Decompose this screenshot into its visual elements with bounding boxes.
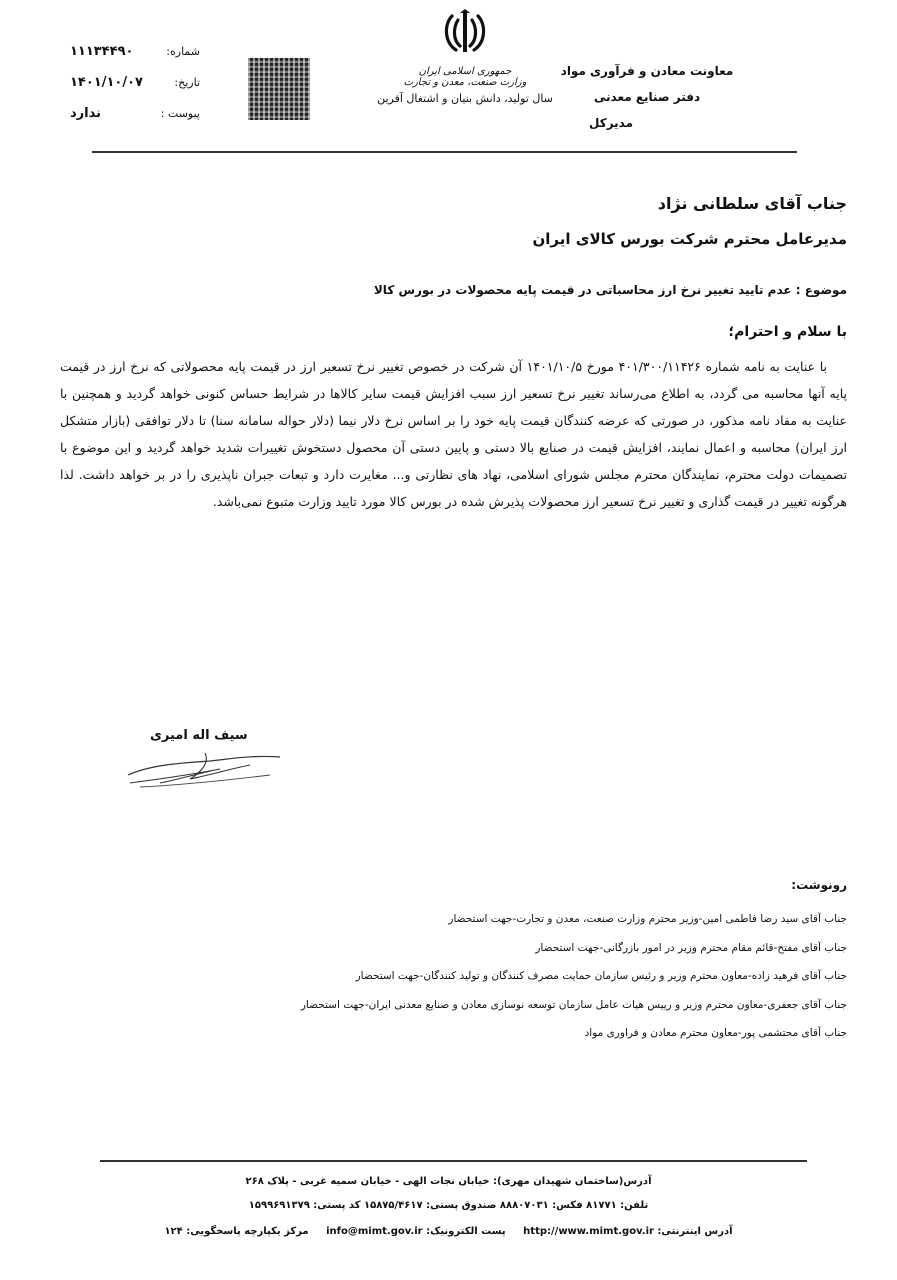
- footer-contact: [120, 1226, 777, 1237]
- letter-body: با عنایت به نامه شماره ۴۰۱/۳۰۰/۱۱۴۲۶ مورخ ۱۴۰۱/۱۰/۵ آن شرکت در خصوص تغییر نرخ تسعیر ارز در قیمت پایه محصولاتی که نرخ ارز در قیمت پایه آنها محاسبه می گردد، به اطلاع می‌رساند تغییر نرخ تسعیر ارز سبب افزایش قیمت سایر کالاها در شرایط حساس کنونی خواهد گردید و همچنین با عنایت به مفاد نامه مذکور، در صورتی که عرضه کنندگان قیمت پایه خود را بر اساس نرخ دلار نیما (دلار حواله سامانه سنا) تا دلار توافقی (بازار متشکل ارز ایران) محاسبه و اعمال نمایند، افزایش قیمت در صنایع بالا دستی و پایین دستی آن محصول دستخوش تغییرات شدید خواهد گردید و این موضوع با تصمیمات دولت محترم، نمایندگان محترم مجلس شورای اسلامی، نهاد های نظارتی و... مغایرت دارد و تبعات جبران ناپذیری را در بر خواهد داشت. لذا هرگونه تغییر در قیمت گذاری و تغییر نرخ تسعیر ارز محصولات پذیرش شده در بورس کالا مورد تایید وزارت متبوع نمی‌باشد.: [60, 359, 847, 509]
- attachment-value: ندارد: [70, 106, 102, 121]
- email-link[interactable]: info@mimt.gov.ir: [326, 1226, 423, 1237]
- attachment-label: پیوست :: [160, 107, 200, 120]
- meta-number: [70, 36, 200, 67]
- barcode-image: [248, 58, 310, 120]
- footer-address: آدرس(ساختمان شهیدان مهری): خیابان نجات الهی - خیابان سمیه غربی - پلاک ۲۶۸: [245, 1176, 652, 1187]
- footer-phone: تلفن: ۸۱۷۷۱ فکس: ۸۸۸۰۷۰۳۱ صندوق پستی: ۱۵۸۷۵/۴۶۱۷ کد پستی: ۱۵۹۹۶۹۱۳۷۹: [248, 1200, 649, 1211]
- date-value: ۱۴۰۱/۱۰/۰۷: [70, 75, 143, 90]
- header-divider: [92, 151, 797, 153]
- cc-list: [87, 905, 847, 1048]
- iran-emblem-icon: [440, 8, 490, 56]
- ministry-header: [345, 8, 585, 105]
- letter-subject: موضوع : عدم تایید تغییر نرخ ارز محاسباتی در قیمت پایه محصولات در بورس کالا: [373, 283, 847, 297]
- ministry-name: وزارت صنعت، معدن و تجارت: [403, 77, 527, 88]
- addressee-title: مدیرعامل محترم شرکت بورس کالای ایران: [532, 230, 847, 248]
- cc-item: جناب آقای جعفری-معاون محترم وزیر و رییس هیات عامل سازمان توسعه نوسازی معادن و صنایع معدنی ایران-جهت استحضار: [300, 998, 847, 1011]
- cc-item: جناب آقای مفتح-قائم مقام محترم وزیر در امور بازرگانی-جهت استحضار: [535, 941, 847, 954]
- date-label: تاریخ:: [174, 76, 200, 89]
- signatory-name: سیف اله امیری: [150, 728, 248, 743]
- footer-divider: [100, 1160, 807, 1162]
- number-label: شماره:: [166, 45, 200, 58]
- letter-meta: [70, 36, 200, 129]
- email-label: پست الکترونیک:: [426, 1226, 506, 1237]
- website-link[interactable]: http://www.mimt.gov.ir: [523, 1226, 654, 1237]
- meta-attachment: [70, 98, 200, 129]
- website-label: آدرس اینترنتی:: [657, 1226, 733, 1237]
- handwritten-signature: [120, 735, 290, 795]
- org-director: مدیرکل: [589, 116, 634, 130]
- org-office: دفتر صنایع معدنی: [593, 90, 701, 104]
- cc-item: جناب آقای فرهید زاده-معاون محترم وزیر و رئیس سازمان حمایت مصرف کنندگان و تولید کنندگان-جهت استحضار: [355, 970, 847, 982]
- cc-item: جناب آقای محتشمی پور-معاون محترم معادن و فراوری مواد: [584, 1027, 847, 1039]
- cc-title: رونوشت:: [791, 878, 847, 892]
- year-motto: سال تولید، دانش بنیان و اشتغال آفرین: [377, 92, 553, 105]
- callcenter-info: مرکز یکپارچه پاسخگویی: ۱۲۴: [164, 1226, 309, 1237]
- addressee-name: جناب آقای سلطانی نژاد: [657, 194, 847, 213]
- cc-item: جناب آقای سید رضا فاطمی امین-وزیر محترم وزارت صنعت، معدن و تجارت-جهت استحضار: [448, 913, 847, 925]
- number-value: ۱۱۱۳۴۴۹۰: [70, 44, 134, 59]
- letter-greeting: با سلام و احترام؛: [728, 324, 847, 340]
- org-deputy: معاونت معادن و فرآوری مواد: [560, 64, 734, 78]
- meta-date: [70, 67, 200, 98]
- republic-label: جمهوری اسلامی ایران: [418, 66, 512, 77]
